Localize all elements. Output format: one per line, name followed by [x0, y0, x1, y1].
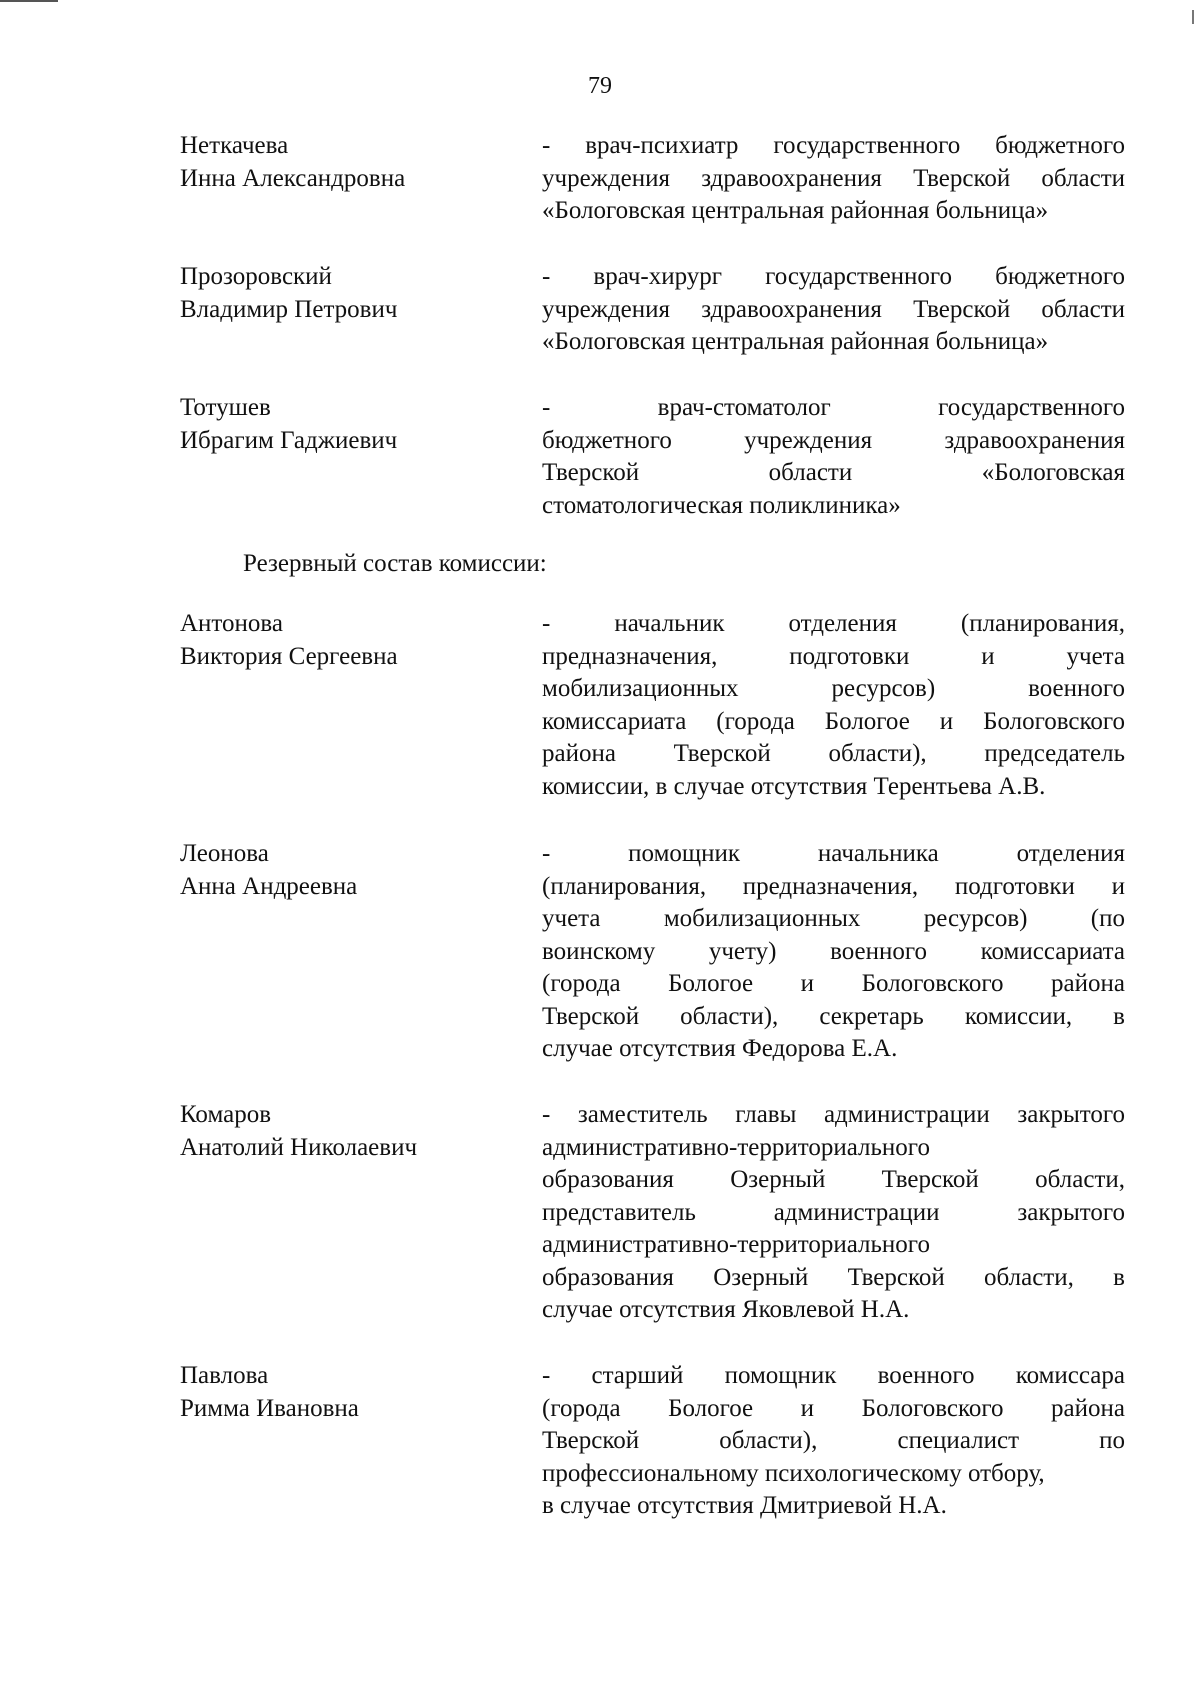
role-line: Тверской области), секретарь комиссии, в — [542, 1002, 1125, 1030]
member-surname: Комаров — [180, 1101, 272, 1128]
role-line: административно-территориального — [542, 1231, 930, 1258]
member-role — [542, 838, 1125, 1066]
member-surname: Антонова — [180, 610, 283, 637]
role-line: района Тверской области), председатель — [542, 740, 1125, 767]
member-surname: Прозоровский — [180, 263, 332, 290]
member-name — [180, 261, 520, 326]
member-name — [180, 1099, 520, 1164]
role-line: (города Бологое и Бологовского района — [542, 970, 1125, 997]
role-line: учреждения здравоохранения Тверской области — [542, 164, 1125, 192]
role-line: - помощник начальника отделения — [542, 840, 1125, 867]
role-line: комиссариата (города Бологое и Бологовского — [542, 707, 1125, 735]
member-given-name: Анатолий Николаевич — [180, 1133, 418, 1161]
member-surname: Леонова — [180, 840, 269, 867]
scan-edge-mark — [1192, 10, 1194, 24]
role-line: учреждения здравоохранения Тверской области — [542, 295, 1125, 323]
role-line: представитель администрации закрытого — [542, 1198, 1125, 1226]
member-given-name: Ибрагим Гаджиевич — [180, 426, 398, 454]
role-line: - врач-психиатр государственного бюджетного — [542, 132, 1125, 159]
page-number: 79 — [588, 73, 612, 99]
member-given-name: Римма Ивановна — [180, 1394, 359, 1422]
role-line: стоматологическая поликлиника» — [542, 491, 901, 519]
member-role — [542, 1360, 1125, 1523]
role-line: административно-территориального — [542, 1133, 930, 1161]
role-line: - врач-хирург государственного бюджетного — [542, 263, 1125, 290]
role-line: (города Бологое и Бологовского района — [542, 1394, 1125, 1422]
member-surname: Павлова — [180, 1362, 269, 1389]
role-line: бюджетного учреждения здравоохранения — [542, 426, 1125, 454]
scan-corner-mark — [0, 0, 58, 7]
role-line: учета мобилизационных ресурсов) (по — [542, 905, 1125, 932]
member-name — [180, 608, 520, 673]
member-name — [180, 1360, 520, 1425]
role-line: Тверской области «Бологовская — [542, 459, 1125, 486]
role-line: случае отсутствия Федорова Е.А. — [542, 1035, 898, 1062]
member-given-name: Владимир Петрович — [180, 295, 398, 323]
role-line: «Бологовская центральная районная больница» — [542, 328, 1049, 355]
member-surname: Неткачева — [180, 132, 289, 159]
role-line: - старший помощник военного комиссара — [542, 1362, 1125, 1389]
role-line: воинскому учету) военного комиссариата — [542, 937, 1125, 965]
role-line: мобилизационных ресурсов) военного — [542, 675, 1125, 702]
role-line: предназначения, подготовки и учета — [542, 642, 1125, 670]
reserve-heading: Резервный состав комиссии: — [243, 550, 547, 577]
member-role — [542, 261, 1125, 359]
role-line: образования Озерный Тверской области, — [542, 1166, 1125, 1193]
member-name — [180, 392, 520, 457]
member-name — [180, 130, 520, 195]
member-role — [542, 608, 1125, 803]
role-line: - врач-стоматолог государственного — [542, 394, 1125, 421]
role-line: профессиональному психологическому отбору, — [542, 1459, 1045, 1487]
member-role — [542, 392, 1125, 522]
member-given-name: Анна Андреевна — [180, 872, 358, 900]
role-line: - начальник отделения (планирования, — [542, 610, 1125, 637]
role-line: комиссии, в случае отсутствия Терентьева А.В. — [542, 772, 1046, 800]
member-given-name: Инна Александровна — [180, 164, 406, 192]
role-line: «Бологовская центральная районная больница» — [542, 197, 1049, 224]
role-line: в случае отсутствия Дмитриевой Н.А. — [542, 1492, 947, 1519]
member-role — [542, 1099, 1125, 1327]
member-surname: Тотушев — [180, 394, 271, 421]
member-name — [180, 838, 520, 903]
member-given-name: Виктория Сергеевна — [180, 642, 398, 670]
role-line: (планирования, предназначения, подготовки и — [542, 872, 1125, 900]
role-line: случае отсутствия Яковлевой Н.А. — [542, 1296, 910, 1323]
role-line: образования Озерный Тверской области, в — [542, 1263, 1125, 1291]
role-line: Тверской области), специалист по — [542, 1427, 1125, 1454]
role-line: - заместитель главы администрации закрытого — [542, 1101, 1125, 1128]
member-role — [542, 130, 1125, 228]
